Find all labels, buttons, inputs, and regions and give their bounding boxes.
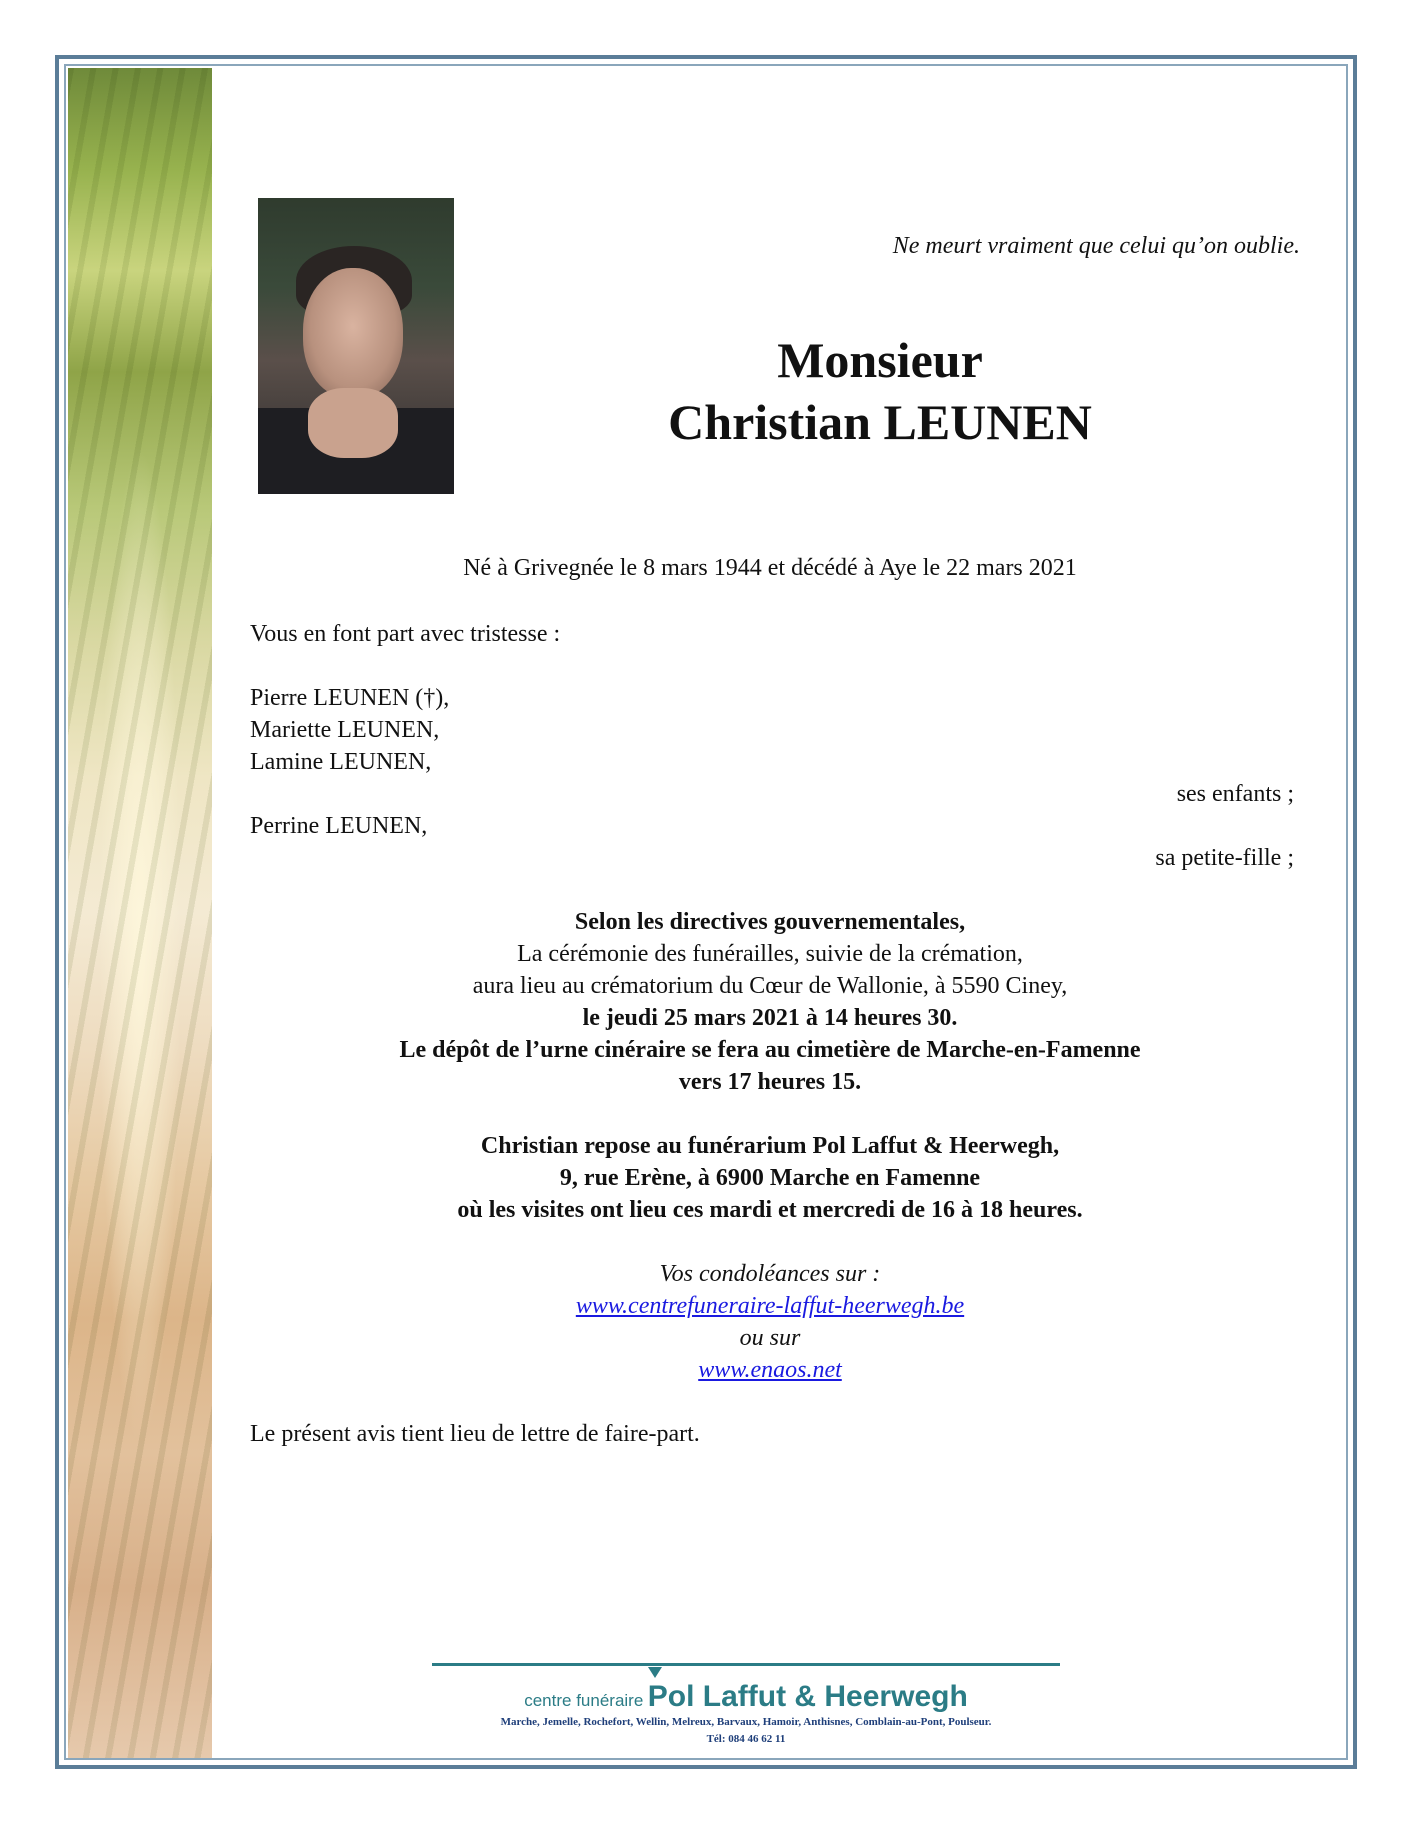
footer-phone: Tél: 084 46 62 11 <box>706 1733 786 1745</box>
footer-rule <box>432 1663 1060 1666</box>
condolences-label: Vos condoléances sur : <box>659 1261 881 1287</box>
repose-line: 9, rue Erène, à 6900 Marche en Famenne <box>559 1165 981 1191</box>
footer-towns: Marche, Jemelle, Rochefort, Wellin, Melreux, Barvaux, Hamoir, Anthisnes, Comblain-au-Pont, Poulseur. <box>500 1716 992 1728</box>
portrait-photo <box>258 198 454 494</box>
condolences-link-wrap-2 <box>250 1354 1290 1386</box>
condolences-link-1[interactable]: www.centrefuneraire-laffut-heerwegh.be <box>575 1293 965 1319</box>
repose-line: Christian repose au funérarium Pol Laffut & Heerwegh, <box>480 1133 1060 1159</box>
repose-line: où les visites ont lieu ces mardi et mercredi de 16 à 18 heures. <box>457 1197 1083 1223</box>
condolences-or: ou sur <box>739 1325 801 1351</box>
footer-logo <box>432 1680 1060 1714</box>
family-member: Mariette LEUNEN, <box>250 717 440 743</box>
ceremony-line: aura lieu au crématorium du Cœur de Wallonie, à 5590 Ciney, <box>472 973 1068 999</box>
intro-line: Vous en font part avec tristesse : <box>250 621 561 647</box>
deceased-name: Christian LEUNEN <box>668 394 1092 450</box>
family-member: Lamine LEUNEN, <box>250 749 432 775</box>
closing-line: Le présent avis tient lieu de lettre de faire-part. <box>250 1421 700 1447</box>
title-honorific: Monsieur <box>777 332 983 388</box>
grandchildren-label: sa petite-fille ; <box>1155 845 1294 871</box>
family-member: Perrine LEUNEN, <box>250 813 428 839</box>
family-member: Pierre LEUNEN (†), <box>250 685 450 711</box>
birth-death-line: Né à Grivegnée le 8 mars 1944 et décédé à Aye le 22 mars 2021 <box>463 555 1077 581</box>
quote: Ne meurt vraiment que celui qu’on oublie. <box>892 233 1300 259</box>
ceremony-line: vers 17 heures 15. <box>678 1069 862 1095</box>
footer-prefix: centre funéraire <box>524 1691 644 1710</box>
footer-brand: Pol Laffut & Heerwegh <box>647 1680 968 1713</box>
ceremony-line: Le dépôt de l’urne cinéraire se fera au cimetière de Marche-en-Famenne <box>399 1037 1141 1063</box>
children-label: ses enfants ; <box>1176 781 1294 807</box>
condolences-link-wrap <box>250 1290 1290 1322</box>
footer-marker-icon <box>648 1667 662 1678</box>
ceremony-line: Selon les directives gouvernementales, <box>574 909 966 935</box>
ceremony-date: le jeudi 25 mars 2021 à 14 heures 30. <box>582 1005 958 1031</box>
condolences-link-2[interactable]: www.enaos.net <box>698 1357 842 1383</box>
ceremony-line: La cérémonie des funérailles, suivie de la crémation, <box>517 941 1023 967</box>
forest-path-image <box>68 68 212 1758</box>
